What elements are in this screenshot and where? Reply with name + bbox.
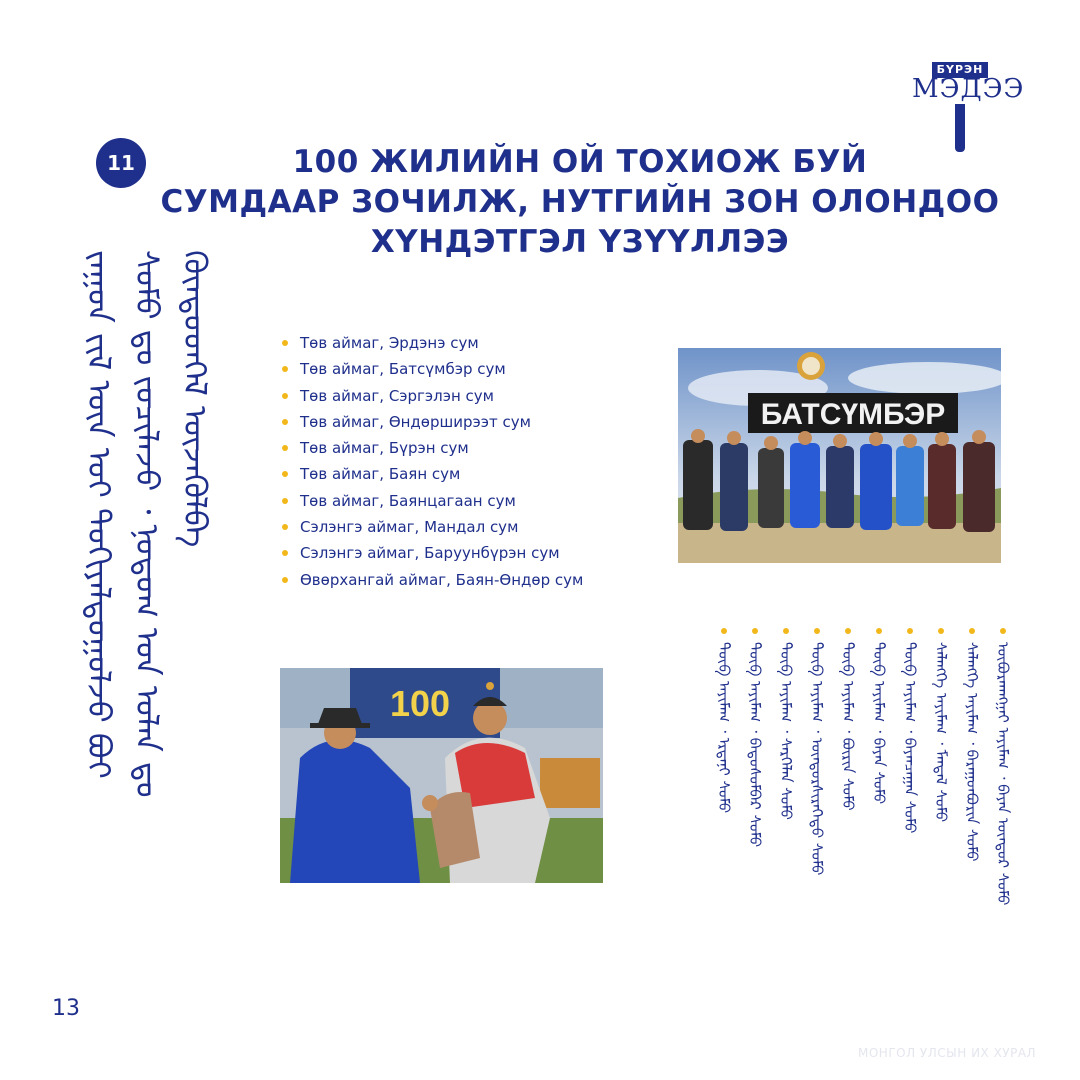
mongolian-list-text: ᠲᠥᠪ ᠠᠶᠢᠮᠠᠭ ᠂ ᠥᠨᠳᠥᠷᠰᠢᠷᠡᠭᠡᠲᠦ ᠰᠤᠮᠤ — [808, 642, 826, 876]
bullet-icon — [1000, 628, 1006, 634]
bullet-icon — [938, 628, 944, 634]
list-item — [743, 628, 766, 988]
batsumber-group-photo — [678, 348, 1001, 563]
brand-logo — [906, 56, 1025, 152]
page-title-line: СУМДААР ЗОЧИЛЖ, НУТГИЙН ЗОН ОЛОНДОО — [160, 184, 1000, 220]
list-item: Төв аймаг, Сэргэлэн сум — [282, 383, 583, 409]
batsumber-sign-text: БАТСҮМБЭР — [760, 398, 946, 431]
list-item — [774, 628, 797, 988]
list-item — [712, 628, 735, 988]
list-item: Төв аймаг, Бүрэн сум — [282, 435, 583, 461]
bullet-icon — [752, 628, 758, 634]
list-item — [960, 628, 983, 988]
mongolian-list-text: ᠲᠥᠪ ᠠᠶᠢᠮᠠᠭ ᠂ ᠪᠦᠷᠢᠨ ᠰᠤᠮᠤ — [839, 642, 857, 811]
svg-text:100: 100 — [390, 683, 451, 724]
bullet-icon — [721, 628, 727, 634]
mongolian-list-text: ᠲᠥᠪ ᠠᠶᠢᠮᠠᠭ ᠂ ᠪᠠᠶᠠᠨᠴᠠᠭᠠᠨ ᠰᠤᠮᠤ — [901, 642, 919, 834]
list-item: Төв аймаг, Баян сум — [282, 461, 583, 487]
mongolian-list-text: ᠲᠥᠪ ᠠᠶᠢᠮᠠᠭ ᠂ ᠰᠡᠷᠭᠡᠯᠡᠨ ᠰᠤᠮᠤ — [777, 642, 795, 820]
bullet-icon — [969, 628, 975, 634]
page-title-line: ХҮНДЭТГЭЛ ҮЗҮҮЛЛЭЭ — [370, 224, 790, 260]
list-item: Сэлэнгэ аймаг, Мандал сум — [282, 514, 583, 540]
list-item: Төв аймаг, Баянцагаан сум — [282, 488, 583, 514]
list-item: Өвөрхангай аймаг, Баян-Өндөр сум — [282, 567, 583, 593]
bullet-icon — [783, 628, 789, 634]
list-item — [898, 628, 921, 988]
mongolian-script-list — [712, 628, 1014, 988]
mongolian-list-text: ᠲᠥᠪ ᠠᠶᠢᠮᠠᠭ ᠂ ᠡᠷᠳᠡᠨᠢ ᠰᠤᠮᠤ — [715, 642, 733, 814]
page-title — [160, 142, 1000, 262]
list-item: Төв аймаг, Өндөрширээт сум — [282, 409, 583, 435]
bullet-icon — [814, 628, 820, 634]
section-number-badge: 11 — [96, 138, 146, 188]
bullet-icon — [907, 628, 913, 634]
list-item — [836, 628, 859, 988]
brand-logo-main: МЭДЭЭ — [912, 74, 1025, 104]
mongolian-list-text: ᠲᠥᠪ ᠠᠶᠢᠮᠠᠭ ᠂ ᠪᠠᠶᠠᠨ ᠰᠤᠮᠤ — [870, 642, 888, 805]
watermark: МОНГОЛ УЛСЫН ИХ ХУРАЛ — [858, 1046, 1037, 1060]
bullet-icon — [845, 628, 851, 634]
page-number: 13 — [52, 996, 80, 1021]
list-item — [867, 628, 890, 988]
list-item — [805, 628, 828, 988]
mongolian-title-column: ᠰᠤᠮᠤ ᠳᠤ ᠵᠣᠴᠢᠯᠠᠵᠤ ᠂ ᠨᠤᠲᠤᠭ ᠤᠨ ᠣᠯᠠᠨ ᠳᠤ — [128, 250, 166, 798]
mongolian-list-text: ᠥᠪᠥᠷᠬᠠᠩᠭᠠᠢ ᠠᠶᠢᠮᠠᠭ ᠂ ᠪᠠᠶᠠᠨ ᠥᠨᠳᠥᠷ ᠰᠤᠮᠤ — [994, 642, 1012, 906]
list-item — [929, 628, 952, 988]
mongolian-list-text: ᠲᠥᠪ ᠠᠶᠢᠮᠠᠭ ᠂ ᠪᠠᠲᠤᠰᠦᠮᠪᠡᠷ ᠰᠤᠮᠤ — [746, 642, 764, 848]
list-item: Сэлэнгэ аймаг, Баруунбүрэн сум — [282, 540, 583, 566]
mongolian-title-column: ᠬᠦᠨᠳᠦᠳᠬᠡᠯ ᠦᠵᠡᠭᠦᠯᠪᠡ — [176, 250, 214, 548]
brand-logo-top: БҮРЭН — [932, 62, 988, 78]
visited-sums-list — [282, 330, 583, 593]
mongolian-title-column: ᠵᠠᠭᠤᠨ ᠵᠢᠯ ᠦᠨ ᠣᠢ ᠲᠣᠬᠢᠶᠠᠯᠳᠤᠭᠤᠯᠵᠤ ᠪᠤᠢ — [80, 250, 118, 779]
bullet-icon — [876, 628, 882, 634]
list-item: Төв аймаг, Батсүмбэр сум — [282, 356, 583, 382]
mongolian-list-text: ᠰᠡᠯᠡᠩᠭᠡ ᠠᠶᠢᠮᠠᠭ ᠂ ᠪᠠᠷᠠᠭᠤᠨᠪᠦᠷᠢᠨ ᠰᠤᠮᠤ — [963, 642, 981, 862]
mongolian-list-text: ᠰᠡᠯᠡᠩᠭᠡ ᠠᠶᠢᠮᠠᠭ ᠂ ᠮᠠᠨᠳᠠᠯ ᠰᠤᠮᠤ — [932, 642, 950, 823]
list-item — [991, 628, 1014, 988]
wrestler-handshake-photo — [280, 668, 603, 883]
list-item: Төв аймаг, Эрдэнэ сум — [282, 330, 583, 356]
page-title-line: 100 ЖИЛИЙН ОЙ ТОХИОЖ БУЙ — [292, 144, 868, 180]
mongolian-script-title — [78, 250, 228, 980]
